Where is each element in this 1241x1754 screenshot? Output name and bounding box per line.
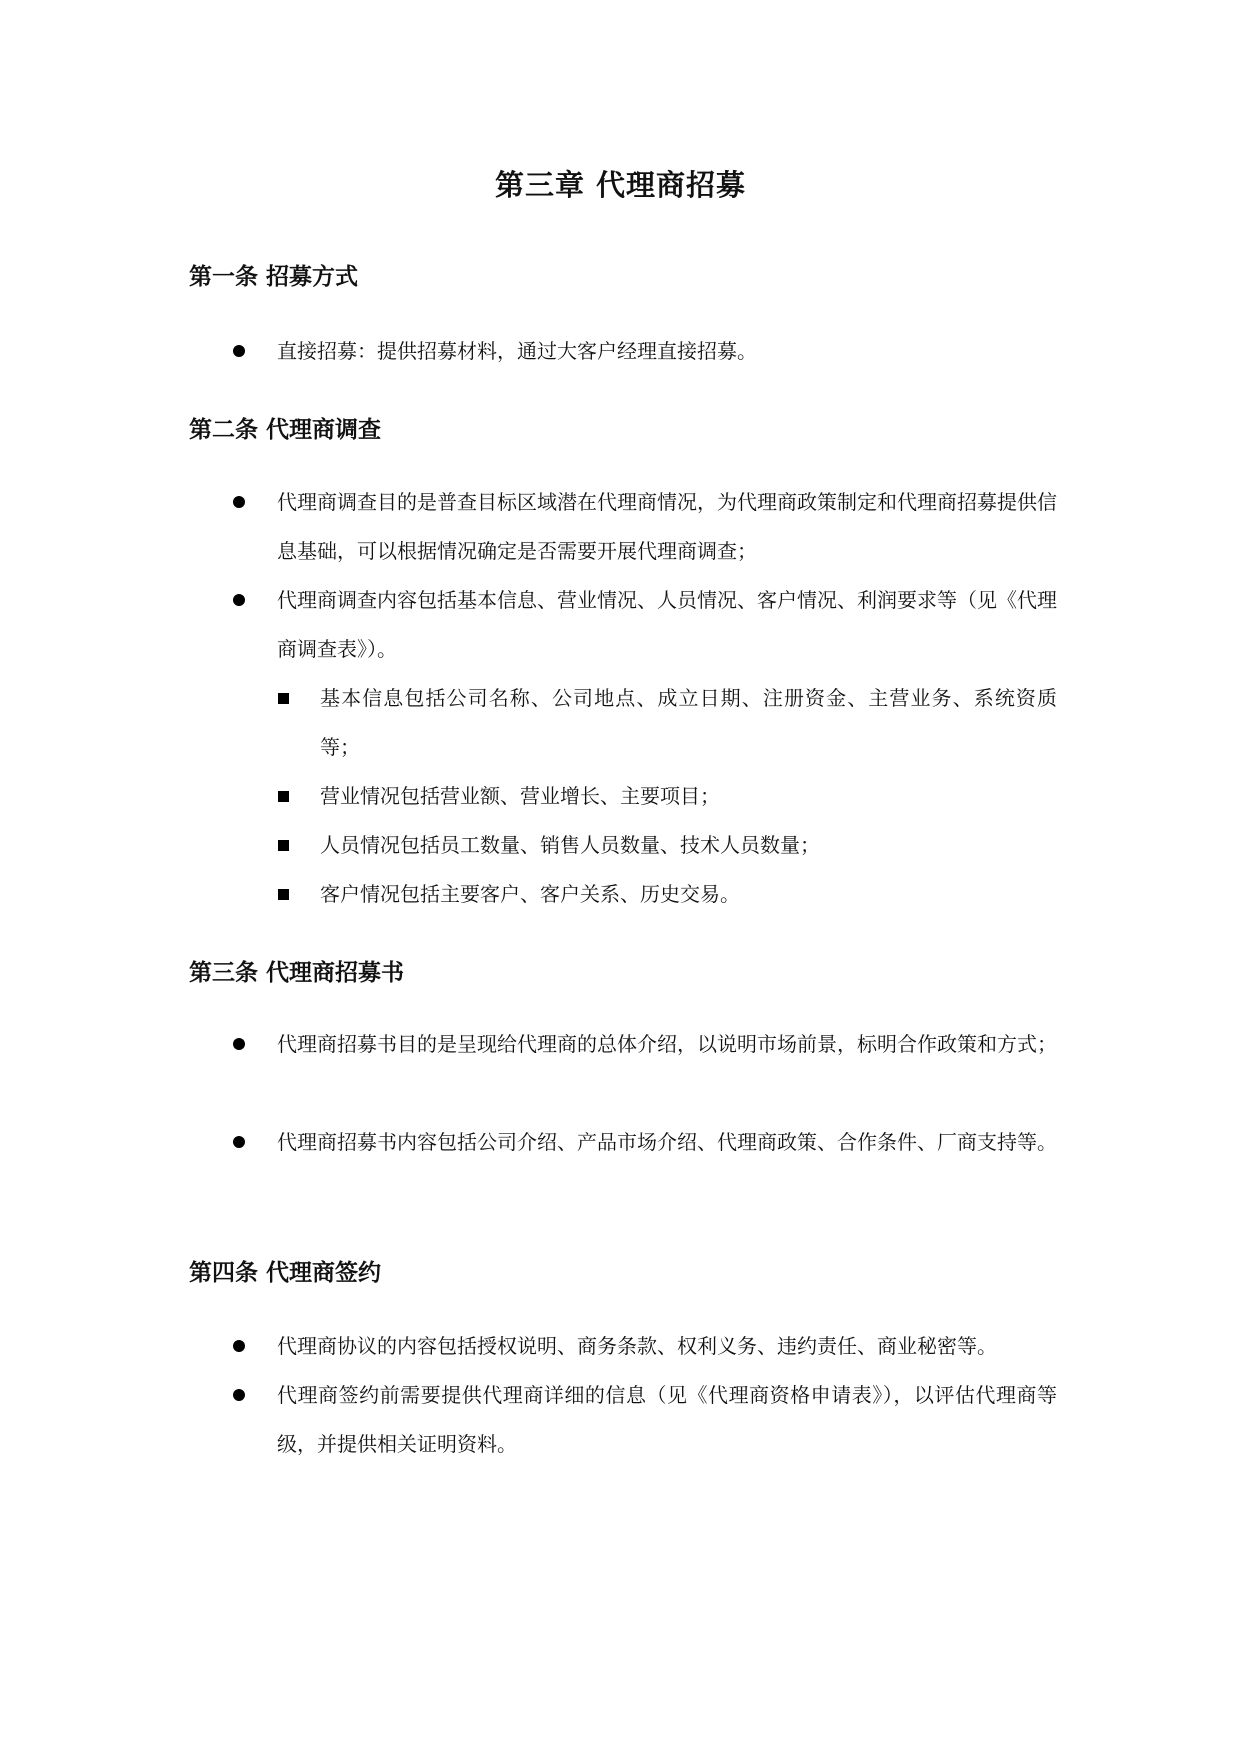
section-heading-4: 第四条 代理商签约 bbox=[189, 1260, 382, 1286]
section-heading-2: 第二条 代理商调查 bbox=[189, 417, 382, 443]
bullet-square-icon bbox=[278, 791, 289, 802]
sub-list-item-text: 人员情况包括员工数量、销售人员数量、技术人员数量； bbox=[320, 833, 820, 857]
list-item-text: 代理商调查目的是普查目标区域潜在代理商情况，为代理商政策制定和代理商招募提供信息基础，可以根据情况确定是否需要开展代理商调查； bbox=[277, 490, 1057, 563]
list-item-text: 代理商招募书内容包括公司介绍、产品市场介绍、代理商政策、合作条件、厂商支持等。 bbox=[277, 1130, 1057, 1154]
sub-list-item-text: 基本信息包括公司名称、公司地点、成立日期、注册资金、主营业务、系统资质等； bbox=[320, 686, 1057, 759]
bullet-dot-icon bbox=[233, 1389, 245, 1401]
section-heading-1: 第一条 招募方式 bbox=[189, 264, 359, 290]
section-heading-3: 第三条 代理商招募书 bbox=[189, 960, 405, 986]
bullet-dot-icon bbox=[233, 1136, 245, 1148]
list-item bbox=[277, 1322, 1057, 1371]
sub-list-item bbox=[320, 674, 1057, 772]
bullet-dot-icon bbox=[233, 594, 245, 606]
sub-list-item-text: 营业情况包括营业额、营业增长、主要项目； bbox=[320, 784, 720, 808]
list-item bbox=[277, 1371, 1057, 1469]
list-item-text: 代理商调查内容包括基本信息、营业情况、人员情况、客户情况、利润要求等（见《代理商调查表》）。 bbox=[277, 588, 1057, 661]
list-item-text: 代理商签约前需要提供代理商详细的信息（见《代理商资格申请表》），以评估代理商等级，并提供相关证明资料。 bbox=[277, 1383, 1057, 1456]
list-item-text: 代理商招募书目的是呈现给代理商的总体介绍，以说明市场前景，标明合作政策和方式； bbox=[277, 1032, 1057, 1056]
sub-list-item-text: 客户情况包括主要客户、客户关系、历史交易。 bbox=[320, 882, 740, 906]
list-item bbox=[277, 1118, 1057, 1167]
list-item bbox=[277, 576, 1057, 674]
list-item-text: 代理商协议的内容包括授权说明、商务条款、权利义务、违约责任、商业秘密等。 bbox=[277, 1334, 997, 1358]
list-item bbox=[277, 327, 1057, 376]
list-item bbox=[277, 1020, 1057, 1069]
sub-list-item bbox=[320, 772, 1057, 821]
list-item-text: 直接招募：提供招募材料，通过大客户经理直接招募。 bbox=[277, 339, 757, 363]
list-item bbox=[277, 478, 1057, 576]
sub-list-item bbox=[320, 821, 1057, 870]
bullet-square-icon bbox=[278, 840, 289, 851]
bullet-square-icon bbox=[278, 693, 289, 704]
bullet-dot-icon bbox=[233, 1038, 245, 1050]
bullet-dot-icon bbox=[233, 1340, 245, 1352]
chapter-title: 第三章 代理商招募 bbox=[494, 168, 747, 202]
bullet-dot-icon bbox=[233, 345, 245, 357]
sub-list-item bbox=[320, 870, 1057, 919]
bullet-dot-icon bbox=[233, 496, 245, 508]
bullet-square-icon bbox=[278, 889, 289, 900]
